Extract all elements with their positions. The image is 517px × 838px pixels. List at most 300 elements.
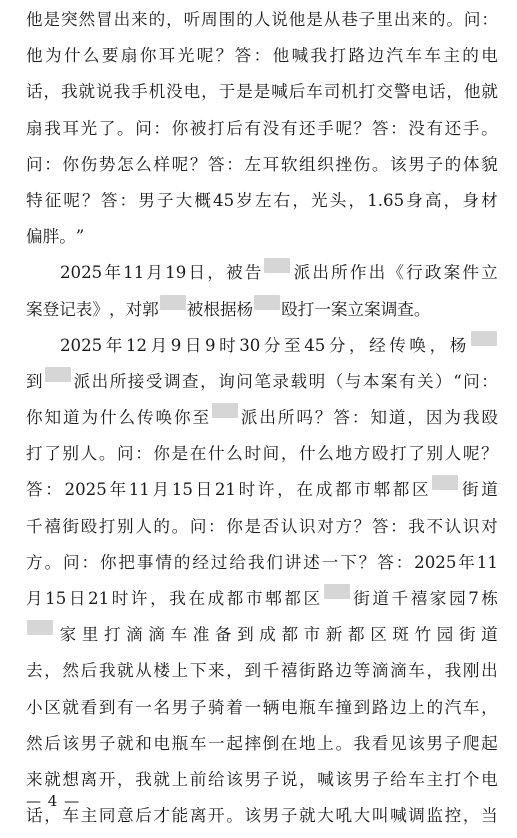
text-char: ，	[207, 263, 224, 283]
text-char: 的	[173, 552, 191, 572]
text-char: 因	[425, 408, 443, 428]
text-char: 男	[244, 769, 262, 789]
text-char: 材	[481, 190, 498, 210]
text-char: 子	[189, 697, 207, 717]
text-char: 身	[462, 190, 479, 210]
text-char: 呢	[63, 190, 80, 210]
text-char: 间	[262, 444, 280, 464]
text-char: 备	[214, 625, 232, 645]
text-char: 貌	[481, 154, 498, 174]
text-char: 月	[152, 480, 170, 500]
text-char: 问	[236, 371, 253, 391]
text-char: 耳	[262, 154, 280, 174]
text-line-17	[26, 585, 498, 621]
text-char: 说	[271, 10, 288, 29]
text-char: 方	[26, 552, 43, 572]
text-line-13	[26, 440, 498, 476]
text-char: 把	[118, 552, 136, 572]
text-char: 45	[213, 190, 235, 210]
text-line-18	[26, 621, 498, 657]
text-char: 来	[26, 769, 43, 789]
text-char: ”	[75, 227, 85, 247]
text-char: 人	[135, 516, 152, 536]
text-char: 。	[59, 227, 76, 247]
text-char: 载	[290, 371, 308, 391]
text-char: 的	[462, 46, 479, 66]
text-char: ：	[153, 118, 171, 138]
text-char: 名	[153, 697, 171, 717]
text-char: 主	[426, 769, 444, 789]
text-char: 讲	[284, 552, 302, 572]
text-char: 爬	[462, 733, 480, 753]
text-char: 派	[293, 263, 311, 283]
text-char: 千	[391, 589, 409, 608]
text-char: ，	[481, 697, 498, 717]
text-line-9	[26, 296, 498, 332]
text-char: 9	[170, 335, 182, 355]
text-char: 伤	[353, 154, 371, 174]
text-char: 明	[308, 371, 326, 391]
text-char: ，	[407, 408, 424, 428]
text-char: 。	[171, 516, 189, 536]
text-char: 你	[26, 408, 43, 428]
text-char: 才	[153, 806, 171, 826]
text-char: 就	[117, 733, 134, 753]
text-char: （	[326, 371, 344, 391]
text-char: 道	[63, 408, 80, 428]
text-char: ，	[426, 661, 444, 681]
redaction-mark	[27, 620, 53, 635]
text-char: 右	[273, 190, 291, 210]
text-line-5	[26, 151, 498, 187]
text-char: 2025	[414, 552, 457, 572]
text-char: 打	[208, 118, 225, 138]
text-char: 案	[364, 299, 381, 319]
text-char: 地	[335, 444, 353, 464]
redaction-mark	[264, 258, 290, 273]
text-char: 21	[214, 480, 236, 500]
text-char: 该	[335, 769, 353, 789]
text-char: 主	[80, 806, 98, 826]
text-char: 所	[277, 408, 295, 428]
text-char: 对	[317, 516, 334, 536]
text-char: “	[453, 371, 462, 391]
text-char: 吗	[296, 408, 313, 428]
text-line-3	[26, 78, 498, 114]
text-char: 势	[98, 154, 116, 174]
text-char: 车	[189, 733, 207, 753]
text-char: 就	[153, 769, 171, 789]
text-char: 案	[380, 371, 398, 391]
text-char: ，	[44, 806, 61, 826]
text-char: 21	[88, 589, 110, 608]
text-char: 耳	[158, 46, 176, 66]
text-char: 给	[208, 769, 225, 789]
text-char: 在	[188, 589, 206, 608]
text-char: ？	[481, 444, 498, 464]
text-char: 月	[146, 263, 164, 283]
text-char: 分	[263, 335, 281, 355]
text-char: 没	[408, 118, 425, 138]
text-char: 。	[226, 806, 243, 826]
text-char: 的	[428, 10, 446, 29]
text-char: 了	[408, 444, 425, 464]
text-char: 车	[170, 625, 188, 645]
text-char: 本	[362, 371, 380, 391]
text-char: 19	[165, 263, 187, 283]
text-char: 。	[371, 154, 389, 174]
text-char: 郫	[265, 589, 282, 608]
text-char: 为	[444, 408, 461, 428]
text-line-7	[26, 223, 498, 259]
text-char: ：	[119, 190, 137, 210]
text-char: 周	[201, 10, 218, 29]
text-line-16	[26, 549, 498, 585]
text-char: 喊	[271, 82, 288, 102]
text-char: 的	[444, 154, 462, 174]
text-char: 开	[98, 769, 116, 789]
text-line-2	[26, 42, 498, 78]
text-char: 刚	[462, 661, 480, 681]
text-char: ：	[45, 480, 62, 500]
text-char: 子	[156, 190, 174, 210]
text-char: 交	[376, 82, 393, 102]
text-char: 小	[26, 697, 43, 717]
text-char: 问	[189, 516, 207, 536]
text-char: 街	[62, 516, 79, 536]
text-char: 2025	[60, 263, 103, 283]
text-char: 滴	[390, 661, 407, 681]
text-char: ：	[351, 408, 369, 428]
text-char: 杨	[236, 299, 254, 319]
text-char: 话	[26, 806, 43, 826]
text-char: ）	[435, 371, 452, 391]
text-char: 禧	[280, 661, 298, 681]
text-char: 准	[192, 625, 210, 645]
text-char: 里	[81, 625, 99, 645]
text-char: 日	[68, 589, 86, 608]
text-char: 答	[234, 46, 252, 66]
text-char: 方	[335, 516, 353, 536]
text-char: 打	[358, 82, 376, 102]
text-char: 一	[314, 299, 331, 319]
text-char: 该	[62, 733, 79, 753]
text-char: 区	[303, 589, 321, 608]
text-char: 述	[303, 552, 320, 572]
text-char: 电	[153, 733, 171, 753]
text-line-14	[26, 476, 498, 512]
text-char: 主	[443, 46, 460, 66]
text-char: 倒	[262, 733, 280, 753]
text-char: ？	[353, 118, 371, 138]
text-char: 至	[192, 408, 210, 428]
text-char: 。	[44, 552, 62, 572]
text-char: 地	[299, 733, 316, 753]
text-char: 到	[237, 625, 254, 645]
text-char: 离	[80, 769, 98, 789]
text-char: 接	[127, 371, 145, 391]
text-char: 手	[131, 82, 148, 102]
text-char: 唤	[155, 408, 173, 428]
text-char: 打	[26, 444, 43, 464]
text-char: 问	[117, 444, 134, 464]
text-char: 45	[304, 335, 326, 355]
text-char: 体	[462, 154, 480, 174]
text-char: 根	[203, 299, 220, 319]
text-char: 就	[117, 661, 134, 681]
text-char: 我	[61, 82, 78, 102]
text-char: 么	[226, 444, 243, 464]
text-char: 时	[244, 444, 262, 464]
text-char: 给	[390, 769, 407, 789]
text-char: 一	[135, 697, 152, 717]
text-char: 街	[461, 480, 479, 500]
text-char: 许	[257, 480, 275, 500]
text-char: 车	[306, 82, 323, 102]
text-char: 我	[169, 589, 186, 608]
text-char: 男	[138, 190, 155, 210]
text-char: 。	[335, 733, 353, 753]
text-char: 你	[171, 118, 189, 138]
text-char: ，	[462, 806, 480, 826]
redaction-mark	[254, 295, 280, 310]
text-char: 郫	[373, 480, 391, 500]
text-char: 车	[62, 806, 79, 826]
text-char: 派	[73, 371, 91, 391]
text-char: 。	[98, 444, 116, 464]
text-char: 后	[80, 661, 98, 681]
redaction-mark	[160, 295, 186, 310]
text-char: 该	[408, 733, 425, 753]
text-char: 呢	[171, 154, 189, 174]
text-char: ？	[82, 190, 99, 210]
text-char: ，	[429, 335, 447, 355]
text-char: 是	[306, 10, 323, 29]
text-char: 边	[390, 697, 407, 717]
text-char: 汽	[386, 46, 403, 66]
text-char: 家	[429, 589, 447, 608]
text-char: 对	[481, 516, 498, 536]
text-char: 30	[239, 335, 261, 355]
text-char: 15	[171, 480, 193, 500]
text-char: 路	[371, 697, 389, 717]
text-char: 到	[353, 697, 371, 717]
text-char: 然	[78, 10, 96, 29]
text-char: 街	[353, 589, 370, 608]
text-char: 路	[348, 46, 366, 66]
text-char: 特	[26, 190, 43, 210]
text-char: 立	[481, 263, 498, 283]
text-char: 说	[280, 769, 298, 789]
text-char: 挫	[335, 154, 353, 174]
text-char: ，	[166, 10, 183, 29]
text-char: 情	[155, 552, 172, 572]
text-char: 胖	[42, 227, 60, 247]
text-char: 到	[26, 371, 43, 391]
text-char: 后	[288, 82, 306, 102]
text-char: 滴	[148, 625, 165, 645]
text-line-20	[26, 694, 498, 730]
text-char: 别	[426, 444, 444, 464]
text-char: 市	[354, 480, 371, 500]
text-char: ，	[280, 444, 298, 464]
text-char: 唤	[409, 335, 427, 355]
text-char: 登	[42, 299, 60, 319]
text-char: 为	[44, 46, 62, 66]
text-char: 日	[184, 335, 202, 355]
text-char: 件	[462, 263, 479, 283]
text-char: 都	[334, 480, 352, 500]
text-char: ，	[349, 335, 366, 355]
text-char: 还	[299, 118, 316, 138]
text-char: 的	[426, 697, 444, 717]
text-char: 概	[194, 190, 211, 210]
text-char: ：	[135, 444, 152, 464]
text-char: 为	[81, 408, 99, 428]
text-line-15	[26, 513, 498, 549]
text-char: 骑	[208, 697, 225, 717]
text-char: 么	[82, 46, 100, 66]
text-char: 问	[26, 154, 43, 174]
text-char: 在	[280, 733, 298, 753]
text-char: ，	[226, 661, 243, 681]
text-char: 电	[481, 46, 498, 66]
text-char: 日	[188, 263, 206, 283]
text-char: 否	[262, 516, 280, 536]
text-char: 人	[444, 444, 462, 464]
text-char: 么	[118, 408, 136, 428]
text-char: 叫	[371, 806, 389, 826]
text-char: 个	[462, 769, 480, 789]
text-char: 道	[388, 408, 406, 428]
text-char: 月	[26, 589, 43, 608]
text-char: 打	[98, 516, 116, 536]
text-char: 殴	[281, 299, 298, 319]
text-char: 和	[135, 733, 152, 753]
text-line-8	[26, 259, 498, 295]
text-char: 我	[444, 661, 462, 681]
text-char: 答	[333, 408, 350, 428]
text-char: ？	[215, 46, 233, 66]
text-char: 杨	[449, 335, 467, 355]
text-char: 区	[412, 480, 429, 500]
text-char: 大	[353, 806, 371, 826]
text-char: 园	[436, 625, 454, 645]
text-char: 有	[280, 118, 298, 138]
text-char: 边	[335, 661, 353, 681]
text-char: 电	[280, 697, 298, 717]
text-char: ：	[226, 154, 243, 174]
text-char: 你	[226, 516, 243, 536]
redaction-mark	[471, 331, 497, 346]
text-char: 头	[329, 190, 347, 210]
text-char: 有	[117, 697, 134, 717]
text-char: 成	[315, 480, 333, 500]
text-char: 车	[408, 769, 425, 789]
text-char: 要	[101, 46, 119, 66]
text-char: 对	[125, 299, 143, 319]
text-char: 市	[245, 589, 263, 608]
text-char: 你	[174, 408, 191, 428]
text-char: 被	[189, 118, 207, 138]
text-char: 家	[59, 625, 77, 645]
text-char: 别	[117, 516, 134, 536]
text-char: 光	[311, 190, 328, 210]
text-char: 时	[111, 589, 129, 608]
text-char: 所	[331, 263, 348, 283]
text-char: 子	[280, 806, 298, 826]
text-char: ，	[43, 82, 61, 102]
text-char: 答	[26, 480, 43, 500]
text-char: 前	[189, 769, 207, 789]
text-char: 至	[284, 335, 301, 355]
text-char: 问	[463, 10, 481, 29]
text-char: ，	[446, 82, 463, 102]
text-char: 知	[370, 408, 387, 428]
text-char: ：	[81, 552, 99, 572]
text-char: 出	[481, 661, 498, 681]
text-char: 分	[328, 335, 346, 355]
text-line-19	[26, 657, 498, 693]
text-char: 一	[244, 697, 262, 717]
text-char: 起	[481, 733, 498, 753]
text-char: 他	[463, 82, 481, 102]
text-char: 然	[62, 661, 79, 681]
text-char: 我	[462, 408, 480, 428]
text-char: 年	[105, 335, 123, 355]
text-char: 子	[358, 10, 376, 29]
text-line-1	[26, 6, 498, 42]
text-char: 被	[225, 263, 243, 283]
text-char: 斑	[392, 625, 409, 645]
text-char: 出	[368, 263, 386, 283]
text-char: 查	[182, 371, 199, 391]
text-char: 子	[371, 769, 389, 789]
text-char: 滴	[371, 661, 389, 681]
text-char: 你	[99, 552, 117, 572]
text-char: 路	[317, 661, 334, 681]
text-char: 打	[329, 46, 347, 66]
text-char: 该	[226, 769, 243, 789]
text-char: 楼	[153, 661, 171, 681]
text-char: 所	[109, 371, 127, 391]
text-char: 认	[444, 516, 462, 536]
text-char: 后	[44, 733, 61, 753]
text-char: ，	[108, 299, 126, 319]
text-char: 时	[238, 480, 256, 500]
text-char: 行	[406, 263, 423, 283]
text-char: 开	[208, 806, 225, 826]
text-char: 就	[62, 697, 79, 717]
text-char: 人	[80, 444, 98, 464]
text-char: 的	[153, 516, 171, 536]
text-char: 车	[405, 46, 422, 66]
text-char: 瓶	[299, 697, 316, 717]
text-char: 岁	[236, 190, 253, 210]
text-char: 是	[236, 82, 253, 102]
text-char: 笔	[254, 371, 271, 391]
text-char: ，	[117, 769, 134, 789]
text-char: 我	[98, 661, 116, 681]
text-char: 问	[135, 118, 152, 138]
text-char: 受	[145, 371, 163, 391]
text-char: 时	[219, 335, 236, 355]
text-char: 什	[299, 444, 316, 464]
text-char: 殴	[371, 444, 389, 464]
text-char: 见	[390, 733, 407, 753]
text-char: 里	[376, 10, 393, 29]
text-char: 怎	[117, 154, 134, 174]
